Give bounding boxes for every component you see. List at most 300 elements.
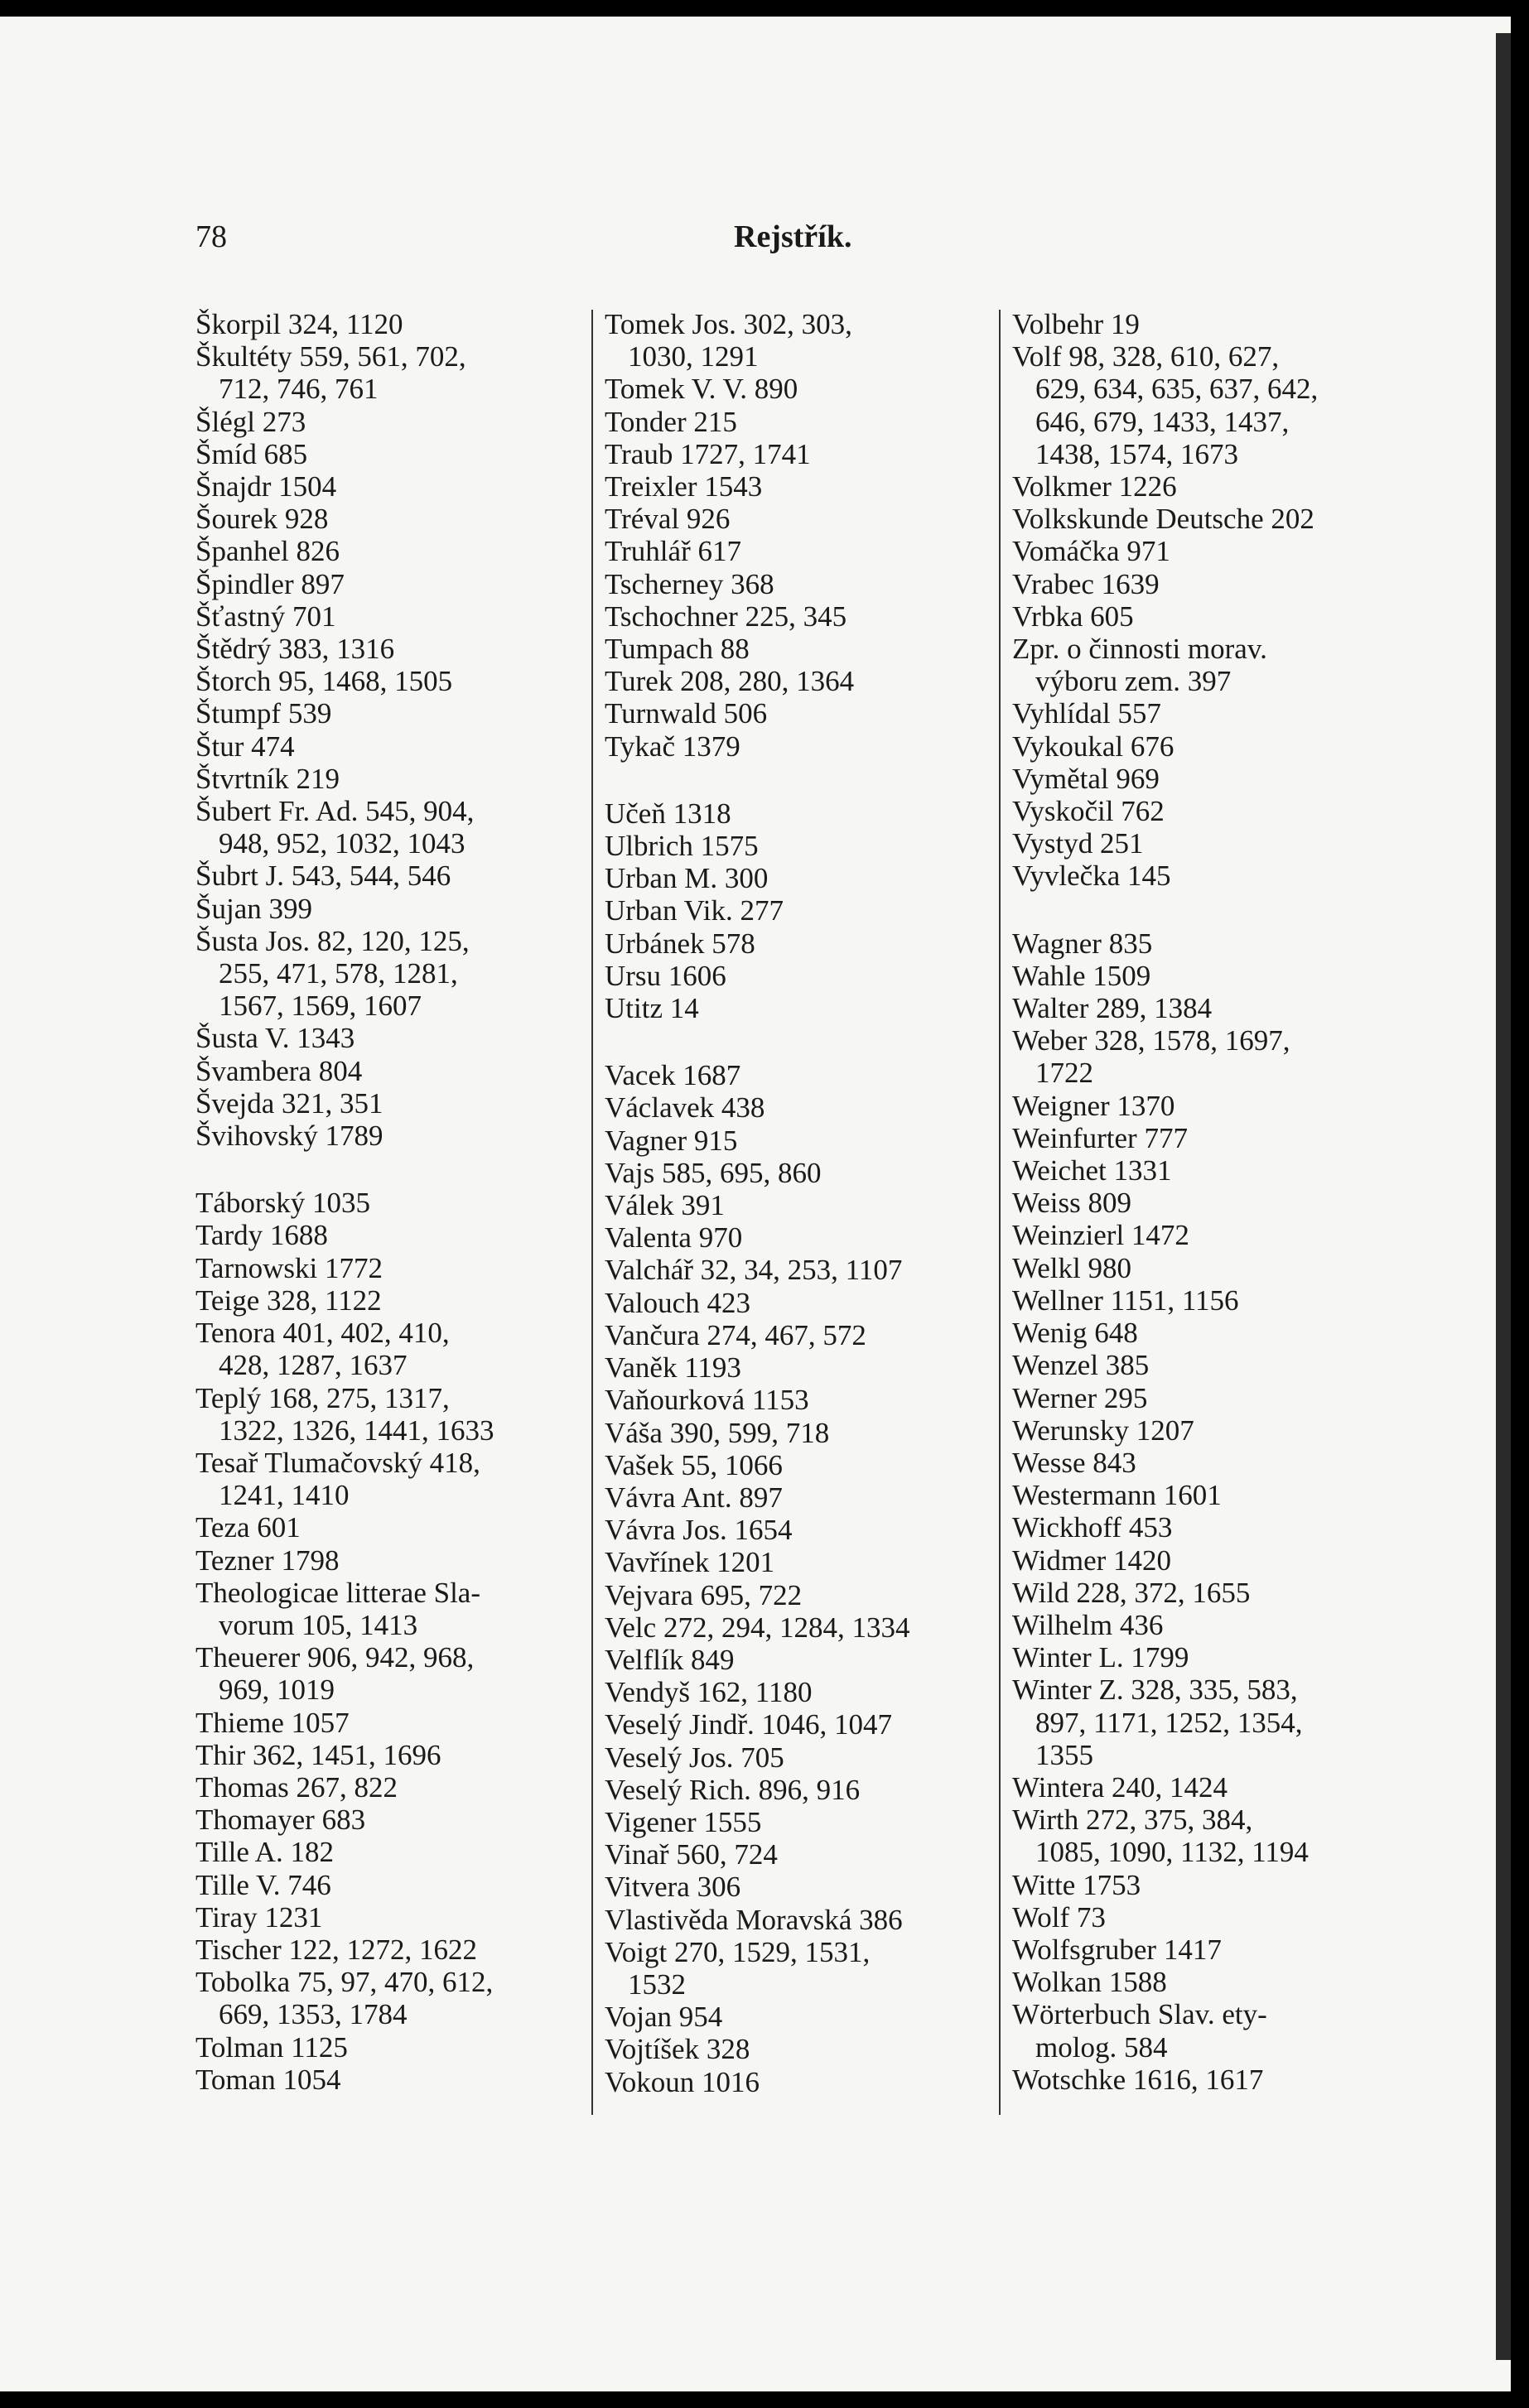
index-entry: [195, 763, 585, 795]
index-entry: [195, 1771, 585, 1804]
running-title: Rejstřík.: [734, 219, 852, 254]
index-entry-line: Španhel 826: [195, 535, 340, 568]
index-entry-line: Thomas 267, 822: [195, 1770, 398, 1804]
index-entry-line: Váša 390, 599, 718: [605, 1416, 830, 1449]
index-entry: [605, 1774, 994, 1806]
index-entry: [1012, 1934, 1401, 1966]
index-entry: [195, 795, 585, 860]
index-entry-continuation: 646, 679, 1433, 1437,: [1035, 405, 1290, 438]
section-gap: [195, 1152, 585, 1187]
index-entry: [605, 1157, 994, 1189]
index-entry-line: Vančura 274, 467, 572: [605, 1318, 866, 1351]
index-entry: [195, 697, 585, 730]
index-entry: [195, 1544, 585, 1577]
index-entry: [195, 600, 585, 633]
index-entry-line: Werunsky 1207: [1012, 1413, 1194, 1447]
index-entry-line: Štědrý 383, 1316: [195, 633, 395, 666]
index-entry-line: Thir 362, 1451, 1696: [195, 1738, 441, 1771]
index-entry: [195, 1869, 585, 1901]
index-entry: [605, 1417, 994, 1449]
index-entry-line: Tumpach 88: [605, 633, 750, 666]
index-entry-line: Wirth 272, 375, 384,: [1012, 1804, 1253, 1837]
index-entry: [605, 894, 994, 927]
index-entry-line: Wild 228, 372, 1655: [1012, 1576, 1251, 1609]
index-entry: [1012, 1674, 1401, 1771]
index-entry-line: Šourek 928: [195, 503, 329, 536]
index-entry-line: Thieme 1057: [195, 1706, 350, 1739]
index-entry: [195, 2031, 585, 2064]
index-entry-line: Válek 391: [605, 1189, 725, 1222]
index-entry: [1012, 1090, 1401, 1122]
index-entry-line: Švambera 804: [195, 1054, 363, 1087]
index-entry-line: Štorch 95, 1468, 1505: [195, 665, 453, 698]
index-entry-line: Wolf 73: [1012, 1900, 1106, 1934]
index-entry-line: Šlégl 273: [195, 405, 306, 438]
index-entry: [195, 406, 585, 438]
index-entry: [1012, 1966, 1401, 1998]
index-entry-line: Švihovský 1789: [195, 1120, 383, 1153]
index-entry-line: Urban Vik. 277: [605, 894, 784, 927]
index-entry-line: Valchář 32, 34, 253, 1107: [605, 1254, 903, 1287]
index-entry-continuation: 1438, 1574, 1673: [1035, 437, 1238, 470]
index-entry-line: Wilhelm 436: [1012, 1608, 1164, 1641]
index-entry: [195, 860, 585, 892]
index-entry: [1012, 697, 1401, 730]
index-entry: [1012, 1771, 1401, 1804]
index-entry: [1012, 860, 1401, 892]
index-entry: [1012, 763, 1401, 795]
index-entry-line: Učeň 1318: [605, 797, 731, 830]
index-entry-line: Toman 1054: [195, 2063, 341, 2096]
index-entry-line: Tarnowski 1772: [195, 1251, 383, 1284]
index-entry: [1012, 1577, 1401, 1609]
index-entry-line: Zpr. o činnosti morav.: [1012, 633, 1267, 666]
index-entry: [1012, 1479, 1401, 1511]
index-entry-line: Witte 1753: [1012, 1868, 1141, 1901]
index-entry-continuation: 428, 1287, 1637: [219, 1349, 408, 1382]
index-entry-line: Šusta V. 1343: [195, 1022, 355, 1055]
index-entry: [195, 1022, 585, 1054]
index-entry-line: Vojan 954: [605, 2001, 723, 2034]
index-entry: [605, 1936, 994, 2001]
index-entry: [605, 1091, 994, 1124]
index-entry-line: Štvrtník 219: [195, 762, 340, 795]
index-entry: [195, 340, 585, 405]
index-entry: [1012, 730, 1401, 763]
index-entry-line: Vendyš 162, 1180: [605, 1676, 813, 1709]
index-entry-line: Tesař Tlumačovský 418,: [195, 1446, 480, 1479]
index-entry-line: Truhlář 617: [605, 535, 741, 568]
index-entry-continuation: 669, 1353, 1784: [219, 1998, 408, 2031]
index-entry: [605, 1319, 994, 1351]
index-entry-line: Wesse 843: [1012, 1446, 1136, 1479]
index-entry: [605, 1546, 994, 1578]
index-entry-line: Veselý Jos. 705: [605, 1741, 784, 1774]
index-entry-line: Walter 289, 1384: [1012, 992, 1213, 1025]
index-entry: [1012, 503, 1401, 535]
index-entry-line: Velc 272, 294, 1284, 1334: [605, 1611, 910, 1644]
index-entry-continuation: 1241, 1410: [219, 1479, 350, 1512]
index-entry: [605, 1384, 994, 1416]
index-entry: [1012, 1382, 1401, 1414]
index-entry: [605, 535, 994, 567]
index-entry-line: Vaňourková 1153: [605, 1384, 809, 1417]
index-entry: [1012, 960, 1401, 992]
index-entry: [605, 568, 994, 600]
index-entry-line: Wickhoff 453: [1012, 1511, 1173, 1544]
index-entry: [605, 862, 994, 894]
index-entry: [1012, 340, 1401, 470]
index-entry-line: Theologicae litterae Sla-: [195, 1576, 481, 1609]
index-entry: [1012, 795, 1401, 827]
index-entry: [1012, 1414, 1401, 1447]
index-entry-continuation: 1030, 1291: [628, 340, 759, 373]
index-entry: [195, 1219, 585, 1251]
index-entry: [195, 1187, 585, 1219]
index-entry-line: Vávra Jos. 1654: [605, 1514, 793, 1547]
index-entry: [195, 1511, 585, 1544]
index-entry: [605, 960, 994, 992]
index-entry-line: Tobolka 75, 97, 470, 612,: [195, 1966, 494, 1999]
index-entry-line: Vrabec 1639: [1012, 567, 1160, 600]
index-entry-line: Šubrt J. 543, 544, 546: [195, 860, 451, 893]
index-entry: [195, 730, 585, 763]
index-entry: [605, 503, 994, 535]
index-entry: [195, 1317, 585, 1381]
index-entry-line: Utitz 14: [605, 992, 699, 1025]
index-entry: [1012, 1609, 1401, 1641]
index-entry-line: Vymětal 969: [1012, 762, 1160, 795]
index-entry-line: Wenzel 385: [1012, 1349, 1150, 1382]
index-entry: [1012, 2064, 1401, 2096]
index-entry: [195, 438, 585, 470]
index-entry-line: Šubert Fr. Ad. 545, 904,: [195, 795, 475, 828]
index-entry: [195, 308, 585, 340]
index-entry-line: Vajs 585, 695, 860: [605, 1156, 822, 1189]
index-entry-line: Volkskunde Deutsche 202: [1012, 503, 1314, 536]
index-entry: [195, 1641, 585, 1706]
page-number: 78: [195, 219, 227, 254]
index-entry-line: Wolfsgruber 1417: [1012, 1933, 1222, 1966]
index-entry-line: Ursu 1606: [605, 959, 726, 992]
index-entry-line: Tomek Jos. 302, 303,: [605, 308, 852, 340]
index-entry-line: Urban M. 300: [605, 862, 769, 895]
index-entry-line: Tykač 1379: [605, 730, 740, 763]
index-entry: [605, 633, 994, 665]
index-entry: [1012, 1641, 1401, 1674]
index-entry-line: Turnwald 506: [605, 697, 768, 730]
index-entry-line: Tille A. 182: [195, 1836, 334, 1869]
index-entry: [195, 503, 585, 535]
index-entry: [195, 1055, 585, 1087]
index-entry-line: Winter Z. 328, 335, 583,: [1012, 1674, 1298, 1707]
index-entry-line: Vokoun 1016: [605, 2065, 760, 2098]
index-entry-line: Vigener 1555: [605, 1805, 762, 1838]
index-entry-line: Turek 208, 280, 1364: [605, 665, 855, 698]
index-entry: [605, 1449, 994, 1481]
index-entry-line: Vomáčka 971: [1012, 535, 1170, 568]
section-gap: [605, 1024, 994, 1059]
index-entry-line: Werner 295: [1012, 1381, 1148, 1414]
index-entry: [1012, 827, 1401, 860]
index-entry-line: Šujan 399: [195, 892, 312, 925]
index-entry: [605, 830, 994, 862]
index-entry-continuation: 969, 1019: [219, 1674, 335, 1707]
index-entry: [605, 797, 994, 830]
index-entry-line: Weinzierl 1472: [1012, 1219, 1189, 1252]
index-entry: [195, 1382, 585, 1447]
index-entry: [605, 1481, 994, 1514]
index-entry: [605, 470, 994, 503]
index-entry-line: Vagner 915: [605, 1124, 738, 1157]
index-entry: [605, 1611, 994, 1644]
index-entry: [1012, 1219, 1401, 1251]
index-entry-line: Theuerer 906, 942, 968,: [195, 1641, 475, 1674]
index-entry: [605, 1351, 994, 1384]
index-entry-line: Teza 601: [195, 1511, 301, 1544]
index-entry: [195, 1804, 585, 1836]
index-entry: [605, 1125, 994, 1157]
index-entry: [195, 1577, 585, 1641]
index-entry-line: Šmíd 685: [195, 437, 308, 470]
index-entry: [605, 1221, 994, 1254]
index-entry: [1012, 1901, 1401, 1934]
section-gap: [1012, 893, 1401, 927]
index-entry-continuation: 1085, 1090, 1132, 1194: [1035, 1836, 1309, 1869]
index-entry: [195, 925, 585, 1023]
index-entry: [605, 2033, 994, 2065]
index-entry-line: Wotschke 1616, 1617: [1012, 2063, 1264, 2096]
index-entry-continuation: 1722: [1035, 1057, 1093, 1090]
index-entry-continuation: 897, 1171, 1252, 1354,: [1035, 1706, 1303, 1739]
index-entry-line: Vitvera 306: [605, 1871, 741, 1904]
index-entry: [605, 1287, 994, 1319]
index-entry-line: Weichet 1331: [1012, 1154, 1172, 1187]
index-entry-line: Wörterbuch Slav. ety-: [1012, 1998, 1267, 2031]
index-entry-line: Traub 1727, 1741: [605, 437, 811, 470]
index-entry-line: Škorpil 324, 1120: [195, 308, 403, 340]
index-column-2: [605, 308, 994, 2098]
index-entry: [1012, 535, 1401, 567]
index-entry-continuation: 1355: [1035, 1738, 1093, 1771]
index-entry-line: Vyvlečka 145: [1012, 860, 1171, 893]
index-entry-line: Vejvara 695, 722: [605, 1578, 803, 1611]
index-entry: [1012, 1544, 1401, 1577]
index-entry-line: Velflík 849: [605, 1643, 735, 1676]
index-entry: [1012, 1122, 1401, 1154]
index-entry-line: Tréval 926: [605, 503, 731, 536]
index-entry-line: Tolman 1125: [195, 2030, 348, 2064]
index-entry-line: Urbánek 578: [605, 927, 755, 960]
index-entry-continuation: 629, 634, 635, 637, 642,: [1035, 373, 1319, 406]
index-entry: [195, 1447, 585, 1511]
index-entry: [1012, 1187, 1401, 1219]
index-entry: [195, 1707, 585, 1739]
index-entry: [1012, 992, 1401, 1024]
column-rule: [999, 310, 1001, 2115]
index-entry: [195, 633, 585, 665]
index-entry-line: Tiray 1231: [195, 1900, 323, 1934]
index-entry: [605, 1676, 994, 1708]
index-entry-line: Winter L. 1799: [1012, 1641, 1189, 1674]
index-entry: [195, 1901, 585, 1934]
index-entry-line: Vašek 55, 1066: [605, 1448, 783, 1481]
index-entry: [195, 1966, 585, 2030]
index-entry: [195, 1836, 585, 1868]
index-entry: [1012, 1024, 1401, 1089]
index-entry-line: Widmer 1420: [1012, 1544, 1172, 1577]
index-entry: [1012, 1447, 1401, 1479]
index-entry-line: Weigner 1370: [1012, 1089, 1175, 1122]
index-entry-line: Táborský 1035: [195, 1187, 370, 1220]
index-entry: [605, 600, 994, 633]
index-entry-continuation: 948, 952, 1032, 1043: [219, 827, 465, 860]
index-entry: [605, 1838, 994, 1871]
section-gap: [605, 763, 994, 797]
index-entry-line: Tomek V. V. 890: [605, 373, 798, 406]
index-entry: [605, 927, 994, 960]
index-entry-line: Vávra Ant. 897: [605, 1481, 783, 1514]
index-entry: [605, 373, 994, 405]
index-entry: [605, 1904, 994, 1936]
index-entry: [605, 1708, 994, 1741]
index-entry: [195, 1739, 585, 1771]
index-entry: [605, 1059, 994, 1091]
index-entry-line: Tischer 122, 1272, 1622: [195, 1933, 477, 1966]
index-entry: [1012, 1511, 1401, 1544]
index-entry-line: Šusta Jos. 82, 120, 125,: [195, 924, 470, 957]
index-entry-line: Vyhlídal 557: [1012, 697, 1161, 730]
index-entry-line: Tenora 401, 402, 410,: [195, 1317, 450, 1350]
index-entry-continuation: vorum 105, 1413: [219, 1608, 418, 1641]
index-entry-line: Valenta 970: [605, 1221, 743, 1255]
index-entry-line: Volkmer 1226: [1012, 470, 1177, 503]
index-entry: [195, 470, 585, 503]
index-entry-line: Špindler 897: [195, 567, 345, 600]
index-entry: [195, 568, 585, 600]
index-entry-line: Volf 98, 328, 610, 627,: [1012, 340, 1280, 373]
index-entry: [1012, 1804, 1401, 1868]
index-entry-line: Vojtíšek 328: [605, 2033, 750, 2066]
index-entry: [605, 1254, 994, 1286]
index-entry-line: Švejda 321, 351: [195, 1086, 383, 1120]
column-rule: [591, 310, 593, 2115]
index-entry-line: Thomayer 683: [195, 1804, 366, 1837]
index-entry: [1012, 633, 1401, 697]
index-entry-line: Vlastivěda Moravská 386: [605, 1903, 903, 1936]
index-entry-line: Škultéty 559, 561, 702,: [195, 340, 466, 373]
index-entry: [1012, 600, 1401, 633]
index-entry: [195, 1087, 585, 1120]
index-entry-line: Štur 474: [195, 730, 295, 763]
index-entry-line: Teplý 168, 275, 1317,: [195, 1381, 450, 1414]
index-entry-line: Vinař 560, 724: [605, 1838, 778, 1871]
index-entry-line: Veselý Jindř. 1046, 1047: [605, 1708, 893, 1741]
index-entry-line: Vacek 1687: [605, 1059, 741, 1092]
index-entry: [605, 1871, 994, 1903]
index-entry-line: Wenig 648: [1012, 1317, 1138, 1350]
index-entry: [1012, 1252, 1401, 1284]
index-entry-line: Vrbka 605: [1012, 600, 1134, 633]
index-entry-line: Volbehr 19: [1012, 308, 1140, 340]
index-entry: [1012, 1317, 1401, 1349]
index-entry-continuation: výboru zem. 397: [1035, 665, 1232, 698]
index-entry-line: Voigt 270, 1529, 1531,: [605, 1935, 871, 1968]
index-entry-line: Vyskočil 762: [1012, 795, 1165, 828]
index-entry: [1012, 927, 1401, 960]
index-entry-line: Tezner 1798: [195, 1544, 340, 1577]
index-entry: [605, 1514, 994, 1546]
index-entry: [195, 665, 585, 697]
index-entry-line: Weber 328, 1578, 1697,: [1012, 1024, 1290, 1057]
index-entry: [605, 406, 994, 438]
page-edge-shadow: [1496, 33, 1511, 2360]
index-entry-line: Welkl 980: [1012, 1251, 1131, 1284]
index-entry: [195, 1284, 585, 1317]
index-entry-line: Wolkan 1588: [1012, 1966, 1167, 1999]
index-entry-line: Vykoukal 676: [1012, 730, 1174, 763]
index-entry: [1012, 1349, 1401, 1381]
index-entry-line: Tschochner 225, 345: [605, 600, 847, 633]
index-entry: [195, 535, 585, 567]
index-entry-line: Ulbrich 1575: [605, 830, 759, 863]
index-entry: [605, 1189, 994, 1221]
index-entry: [605, 1579, 994, 1611]
index-entry-line: Wahle 1509: [1012, 959, 1151, 992]
index-entry: [605, 992, 994, 1024]
index-entry: [1012, 1154, 1401, 1187]
index-entry-continuation: 255, 471, 578, 1281,: [219, 957, 458, 990]
index-entry-line: Tonder 215: [605, 405, 737, 438]
index-entry-line: Teige 328, 1122: [195, 1283, 382, 1317]
index-entry: [605, 308, 994, 373]
index-entry-continuation: 1567, 1569, 1607: [219, 990, 422, 1023]
index-entry-line: Tardy 1688: [195, 1219, 328, 1252]
index-entry-line: Valouch 423: [605, 1286, 750, 1319]
index-entry-line: Westermann 1601: [1012, 1479, 1222, 1512]
index-entry-line: Šnajdr 1504: [195, 470, 337, 503]
index-entry: [195, 1252, 585, 1284]
index-entry: [1012, 470, 1401, 503]
index-entry: [605, 438, 994, 470]
index-entry: [605, 1644, 994, 1676]
index-entry: [1012, 568, 1401, 600]
index-entry: [605, 2001, 994, 2033]
index-entry: [605, 1741, 994, 1774]
index-entry: [195, 2064, 585, 2096]
index-entry-line: Treixler 1543: [605, 470, 763, 503]
index-entry-line: Vavřínek 1201: [605, 1546, 775, 1579]
index-entry-line: Veselý Rich. 896, 916: [605, 1773, 861, 1806]
index-column-3: [1012, 308, 1401, 2096]
index-entry-continuation: 712, 746, 761: [219, 373, 379, 406]
index-entry: [195, 1934, 585, 1966]
index-entry-line: Weinfurter 777: [1012, 1121, 1188, 1154]
index-entry: [195, 1120, 585, 1152]
index-entry: [605, 1806, 994, 1838]
index-entry-line: Tille V. 746: [195, 1868, 331, 1901]
index-entry-line: Šťastný 701: [195, 600, 336, 633]
index-entry-line: Štumpf 539: [195, 697, 332, 730]
index-column-1: [195, 308, 585, 2096]
index-entry-line: Václavek 438: [605, 1091, 765, 1125]
index-entry-continuation: 1322, 1326, 1441, 1633: [219, 1413, 494, 1447]
index-entry: [1012, 1869, 1401, 1901]
index-entry-line: Vystyd 251: [1012, 827, 1144, 860]
index-entry: [605, 2066, 994, 2098]
index-entry: [605, 665, 994, 697]
index-entry-line: Wellner 1151, 1156: [1012, 1283, 1239, 1317]
